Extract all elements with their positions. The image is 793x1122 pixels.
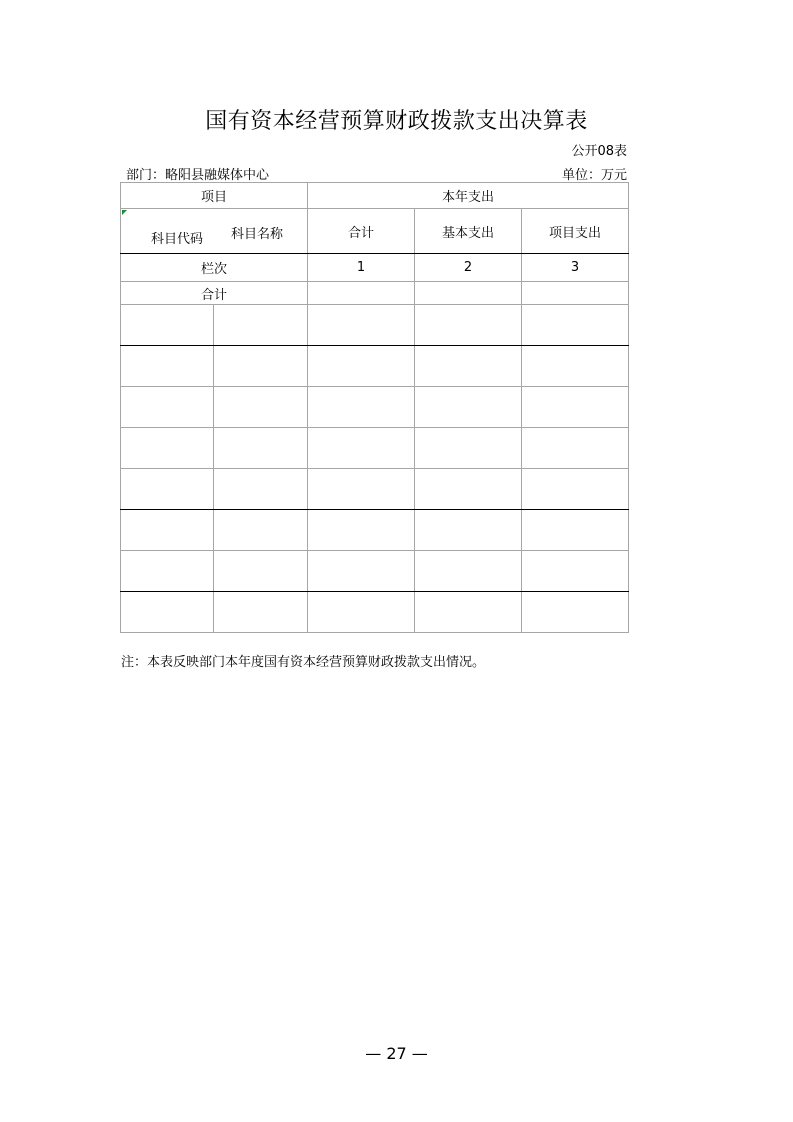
table-row xyxy=(121,469,629,510)
table-cell xyxy=(522,305,629,346)
header-basic-expenditure: 基本支出 xyxy=(415,209,522,254)
table-cell xyxy=(522,510,629,551)
table-cell xyxy=(121,510,214,551)
header-row-2 xyxy=(121,209,629,254)
column-index-3: 3 xyxy=(522,254,629,282)
header-subject-code: 科目代码 xyxy=(151,232,204,247)
column-index-1: 1 xyxy=(308,254,415,282)
table-cell xyxy=(121,469,214,510)
table-cell xyxy=(415,305,522,346)
header-item: 项目 xyxy=(121,183,308,209)
table-cell xyxy=(415,346,522,387)
table-cell xyxy=(415,551,522,592)
table-cell xyxy=(415,469,522,510)
total-row xyxy=(121,282,629,305)
table-cell xyxy=(214,305,308,346)
table-cell xyxy=(415,428,522,469)
total-cell xyxy=(308,282,415,305)
table-cell xyxy=(214,592,308,633)
table-cell xyxy=(121,551,214,592)
page-number: — 27 — xyxy=(365,1044,428,1063)
table-cell xyxy=(522,592,629,633)
table-cell xyxy=(214,387,308,428)
table-cell xyxy=(415,510,522,551)
column-index-row xyxy=(121,254,629,282)
header-subject-cell xyxy=(121,209,308,254)
table-row xyxy=(121,387,629,428)
table-cell xyxy=(308,305,415,346)
table-cell xyxy=(121,387,214,428)
table-row xyxy=(121,305,629,346)
table-cell xyxy=(308,551,415,592)
header-row-1 xyxy=(121,183,629,209)
table-cell xyxy=(121,346,214,387)
header-current-year-expenditure: 本年支出 xyxy=(308,183,629,209)
table-cell xyxy=(308,510,415,551)
table-cell xyxy=(308,428,415,469)
total-cell xyxy=(415,282,522,305)
table-cell xyxy=(522,551,629,592)
table-row xyxy=(121,346,629,387)
header-project-expenditure: 项目支出 xyxy=(522,209,629,254)
department-label: 部门：略阳县融媒体中心 xyxy=(126,168,270,183)
column-index-2: 2 xyxy=(415,254,522,282)
table-cell xyxy=(214,346,308,387)
footnote: 注：本表反映部门本年度国有资本经营预算财政拨款支出情况。 xyxy=(121,655,486,670)
table-row xyxy=(121,551,629,592)
expenditure-table xyxy=(120,182,629,633)
table-row xyxy=(121,510,629,551)
form-number: 公开08表 xyxy=(571,144,627,159)
table-cell xyxy=(308,469,415,510)
cell-marker-icon xyxy=(122,210,127,215)
table-cell xyxy=(121,428,214,469)
table-cell xyxy=(308,592,415,633)
column-index-label: 栏次 xyxy=(121,254,308,282)
table-cell xyxy=(214,551,308,592)
unit-label: 单位：万元 xyxy=(561,168,627,183)
table-cell xyxy=(522,346,629,387)
table-cell xyxy=(522,469,629,510)
table-cell xyxy=(214,510,308,551)
table-row xyxy=(121,592,629,633)
table-cell xyxy=(415,592,522,633)
table-cell xyxy=(308,346,415,387)
header-subject-name: 科目名称 xyxy=(231,227,284,242)
table-cell xyxy=(522,428,629,469)
table-cell xyxy=(214,428,308,469)
table-cell xyxy=(121,305,214,346)
table-cell xyxy=(415,387,522,428)
table-cell xyxy=(121,592,214,633)
total-cell xyxy=(522,282,629,305)
table-cell xyxy=(522,387,629,428)
table-cell xyxy=(214,469,308,510)
page-title: 国有资本经营预算财政拨款支出决算表 xyxy=(205,109,588,134)
total-label: 合计 xyxy=(121,282,308,305)
header-total: 合计 xyxy=(308,209,415,254)
table-cell xyxy=(308,387,415,428)
table-row xyxy=(121,428,629,469)
